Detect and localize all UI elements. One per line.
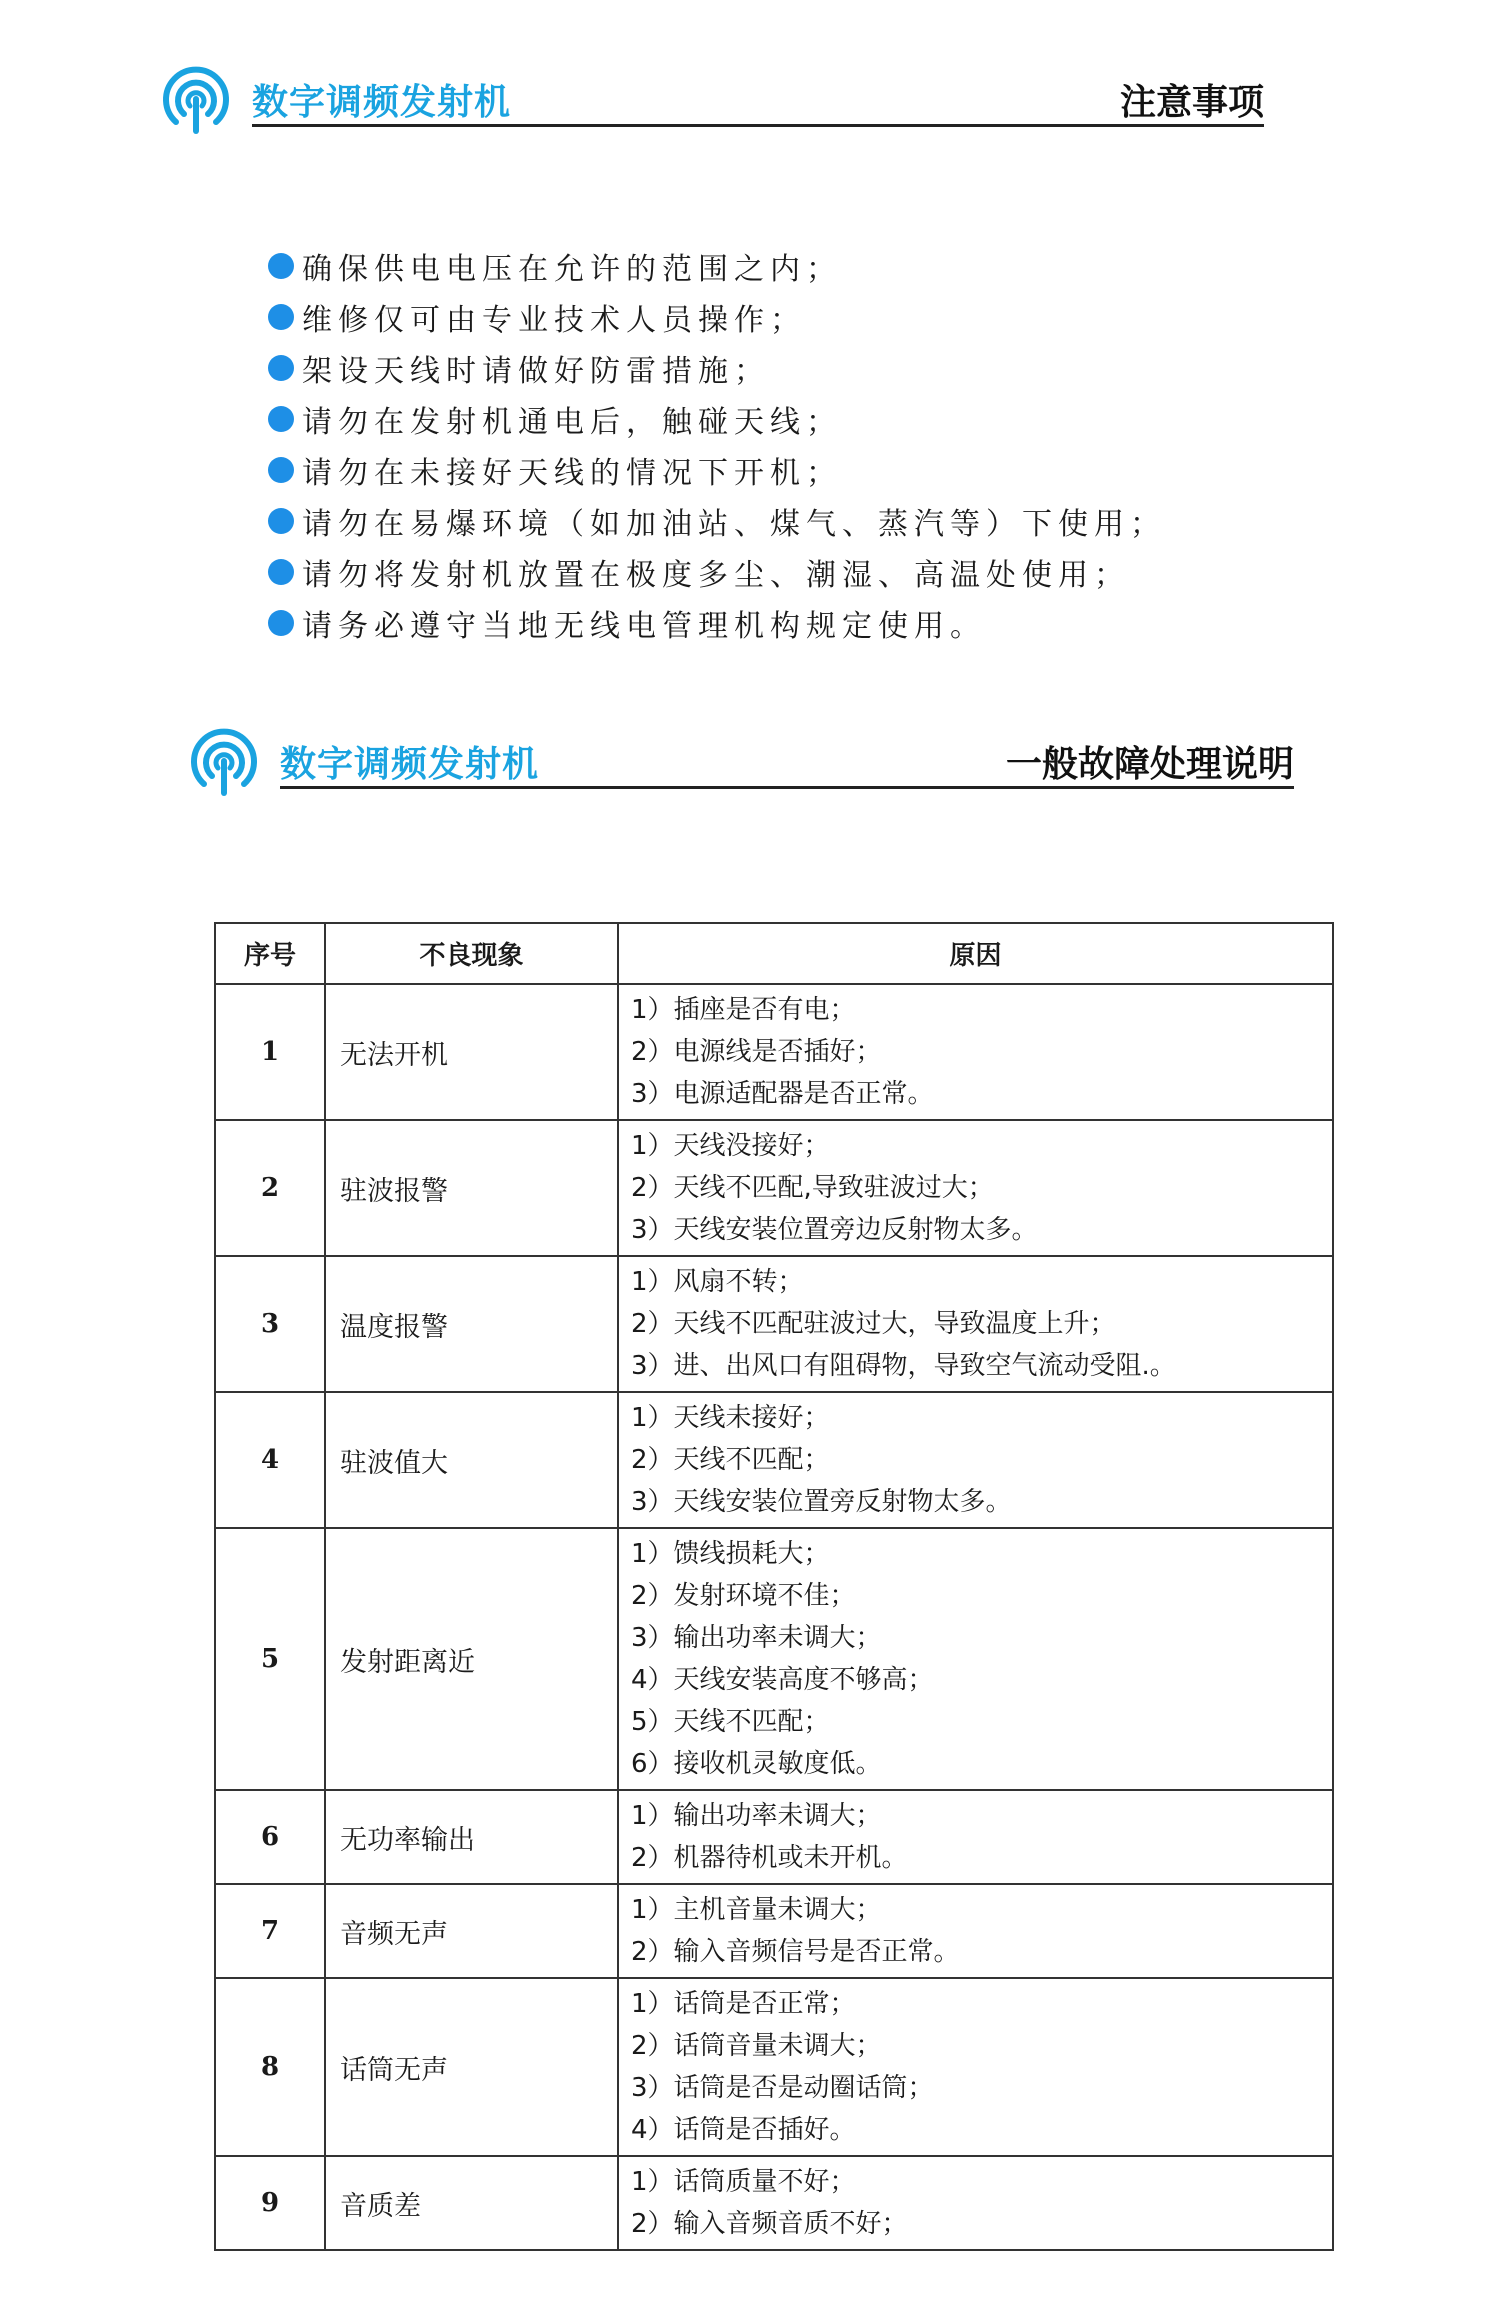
cause-line: 1）输出功率未调大； — [631, 1801, 882, 1831]
bullet-dot-icon — [268, 355, 294, 381]
cause-line: 2）电源线是否插好； — [631, 1037, 882, 1067]
notice-item — [268, 597, 1166, 648]
bullet-dot-icon — [268, 304, 294, 330]
cause-line: 1）话筒是否正常； — [631, 1989, 856, 2019]
notice-text: 请勿在易爆环境（如加油站、煤气、蒸汽等）下使用； — [302, 506, 1166, 542]
cause-line: 2）发射环境不佳； — [631, 1581, 856, 1611]
cause-line: 2）天线不匹配驻波过大，导致温度上升； — [631, 1309, 1116, 1339]
row-number: 3 — [215, 1256, 325, 1392]
cause-line: 1）天线没接好； — [631, 1131, 830, 1161]
notice-item — [268, 342, 1166, 393]
header-notices — [160, 64, 1264, 134]
bullet-dot-icon — [268, 406, 294, 432]
bullet-dot-icon — [268, 610, 294, 636]
notice-text: 请勿在未接好天线的情况下开机； — [302, 455, 842, 491]
cause-line: 3）话筒是否是动圈话筒； — [631, 2073, 934, 2103]
cause-line: 3）天线安装位置旁边反射物太多。 — [631, 1215, 1038, 1245]
row-number: 7 — [215, 1884, 325, 1978]
broadcast-signal-icon — [160, 64, 232, 136]
fault-table-body — [215, 984, 1333, 2250]
header-number: 序号 — [215, 923, 325, 984]
table-row — [215, 1120, 1333, 1256]
row-causes — [618, 1392, 1333, 1528]
section-title: 一般故障处理说明 — [1005, 743, 1294, 785]
cause-line: 2）天线不匹配； — [631, 1445, 830, 1475]
row-symptom: 音频无声 — [325, 1884, 618, 1978]
cause-line: 2）机器待机或未开机。 — [631, 1843, 908, 1873]
bullet-dot-icon — [268, 253, 294, 279]
row-causes — [618, 1978, 1333, 2156]
row-symptom: 发射距离近 — [325, 1528, 618, 1790]
header-cause: 原因 — [618, 923, 1333, 984]
row-causes — [618, 1790, 1333, 1884]
table-header-row — [215, 923, 1333, 984]
table-row — [215, 984, 1333, 1120]
notice-text: 请勿将发射机放置在极度多尘、潮湿、高温处使用； — [302, 557, 1130, 593]
row-number: 1 — [215, 984, 325, 1120]
row-symptom: 无功率输出 — [325, 1790, 618, 1884]
cause-line: 2）输入音频音质不好； — [631, 2209, 908, 2239]
cause-line: 1）风扇不转； — [631, 1267, 804, 1297]
cause-line: 1）天线未接好； — [631, 1403, 830, 1433]
header-divider — [280, 786, 1294, 789]
table-row — [215, 2156, 1333, 2250]
header-symptom: 不良现象 — [325, 923, 618, 984]
row-causes — [618, 1884, 1333, 1978]
notice-item — [268, 393, 1166, 444]
row-number: 8 — [215, 1978, 325, 2156]
bullet-dot-icon — [268, 457, 294, 483]
notice-item — [268, 291, 1166, 342]
row-causes — [618, 1256, 1333, 1392]
notices-list — [268, 240, 1166, 648]
row-symptom: 驻波报警 — [325, 1120, 618, 1256]
row-symptom: 音质差 — [325, 2156, 618, 2250]
cause-line: 1）话筒质量不好； — [631, 2167, 856, 2197]
notice-item — [268, 546, 1166, 597]
notice-text: 架设天线时请做好防雷措施； — [302, 353, 770, 389]
notice-text: 确保供电电压在允许的范围之内； — [302, 251, 842, 287]
row-number: 2 — [215, 1120, 325, 1256]
row-symptom: 温度报警 — [325, 1256, 618, 1392]
cause-line: 3）进、出风口有阻碍物，导致空气流动受阻.。 — [631, 1351, 1176, 1381]
header-divider — [252, 124, 1264, 127]
table-row — [215, 1790, 1333, 1884]
cause-line: 1）馈线损耗大； — [631, 1539, 830, 1569]
cause-line: 1）主机音量未调大； — [631, 1895, 882, 1925]
row-number: 6 — [215, 1790, 325, 1884]
cause-line: 3）电源适配器是否正常。 — [631, 1079, 934, 1109]
table-row — [215, 1392, 1333, 1528]
cause-line: 2）天线不匹配,导致驻波过大； — [631, 1173, 994, 1203]
table-row — [215, 1978, 1333, 2156]
section-title: 注意事项 — [1119, 81, 1264, 123]
table-row — [215, 1884, 1333, 1978]
brand-title: 数字调频发射机 — [252, 82, 512, 123]
notice-item — [268, 444, 1166, 495]
notice-text: 请勿在发射机通电后，触碰天线； — [302, 404, 842, 440]
row-causes — [618, 1528, 1333, 1790]
row-number: 5 — [215, 1528, 325, 1790]
cause-line: 3）天线安装位置旁反射物太多。 — [631, 1487, 1012, 1517]
notice-text: 请务必遵守当地无线电管理机构规定使用。 — [302, 608, 986, 644]
table-row — [215, 1528, 1333, 1790]
cause-line: 2）话筒音量未调大； — [631, 2031, 882, 2061]
row-causes — [618, 1120, 1333, 1256]
row-number: 9 — [215, 2156, 325, 2250]
brand-title: 数字调频发射机 — [280, 744, 540, 785]
cause-line: 2）输入音频信号是否正常。 — [631, 1937, 960, 1967]
cause-line: 4）话筒是否插好。 — [631, 2115, 856, 2145]
cause-line: 5）天线不匹配； — [631, 1707, 830, 1737]
cause-line: 6）接收机灵敏度低。 — [631, 1749, 882, 1779]
row-number: 4 — [215, 1392, 325, 1528]
notice-item — [268, 495, 1166, 546]
row-causes — [618, 2156, 1333, 2250]
bullet-dot-icon — [268, 508, 294, 534]
cause-line: 1）插座是否有电； — [631, 995, 856, 1025]
row-symptom: 话筒无声 — [325, 1978, 618, 2156]
bullet-dot-icon — [268, 559, 294, 585]
row-symptom: 驻波值大 — [325, 1392, 618, 1528]
table-row — [215, 1256, 1333, 1392]
cause-line: 3）输出功率未调大； — [631, 1623, 882, 1653]
broadcast-signal-icon — [188, 726, 260, 798]
row-symptom: 无法开机 — [325, 984, 618, 1120]
row-causes — [618, 984, 1333, 1120]
notice-text: 维修仅可由专业技术人员操作； — [302, 302, 806, 338]
header-troubleshooting — [188, 726, 1294, 796]
notice-item — [268, 240, 1166, 291]
cause-line: 4）天线安装高度不够高； — [631, 1665, 934, 1695]
fault-table — [214, 922, 1334, 2251]
